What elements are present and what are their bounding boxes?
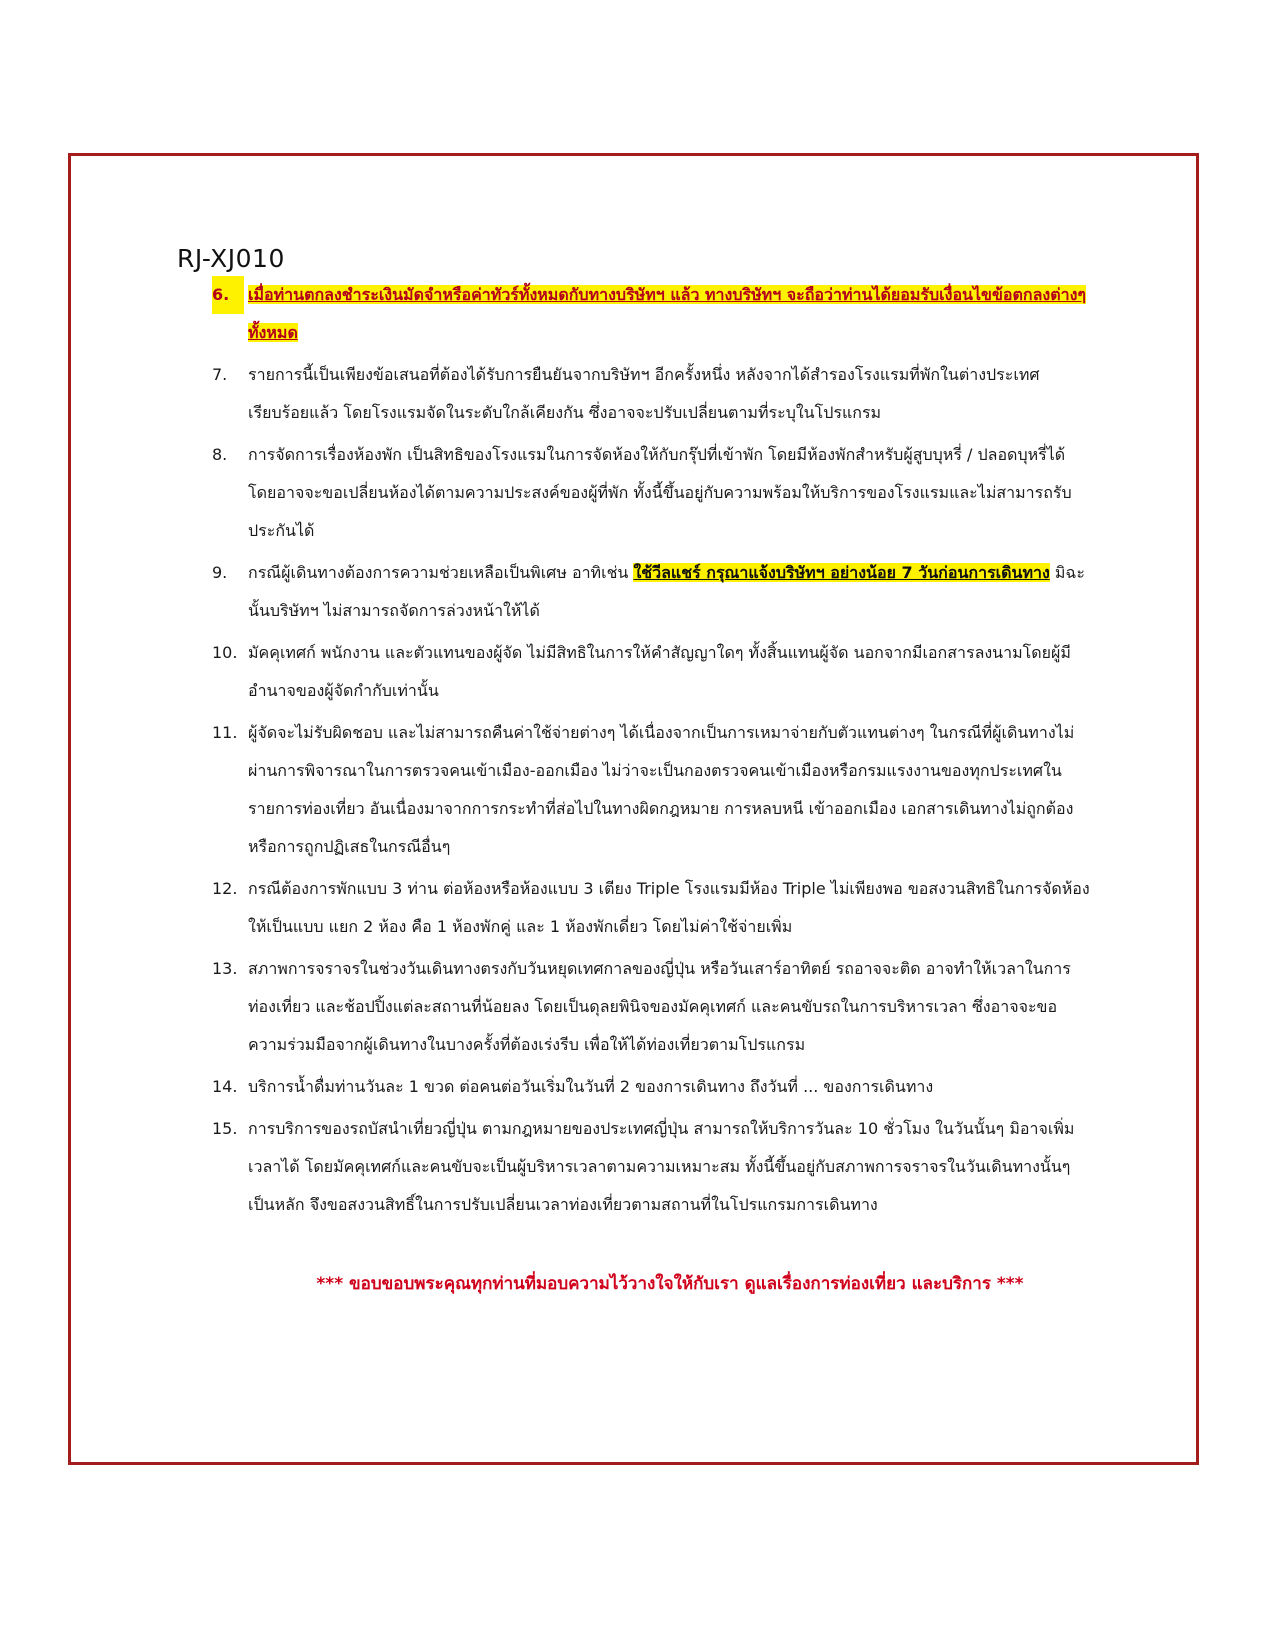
term-text [248, 276, 1092, 352]
term-item-8 [212, 436, 1092, 550]
term-text: บริการน้ำดื่มท่านวันละ 1 ขวด ต่อคนต่อวันเริ่มในวันที่ 2 ของการเดินทาง ถึงวันที่ ... ของการเดินทาง [248, 1077, 934, 1096]
term-text: สภาพการจราจรในช่วงวันเดินทางตรงกับวันหยุดเทศกาลของญี่ปุ่น หรือวันเสาร์อาทิตย์ รถอาจจะติด อาจทำให้เวลาในการท่องเที่ยว และช้อปปิ้งแต่ละสถานที่น้อยลง โดยเป็นดุลยพินิจของมัคคุเทศก์ และคนขับรถในการบริหารเวลา ซึ่งอาจจะขอความร่วมมือจากผู้เดินทางในบางครั้งที่ต้องเร่งรีบ เพื่อให้ได้ท่องเที่ยวตามโปรแกรม [248, 959, 1071, 1054]
term-number: 11. [212, 723, 238, 742]
term-item-9 [212, 554, 1092, 630]
document-code: RJ-XJ010 [177, 244, 285, 273]
term-number: 15. [212, 1119, 238, 1138]
term-item-13 [212, 950, 1092, 1064]
term-item-6 [212, 276, 1092, 352]
term-number: 12. [212, 879, 238, 898]
term-item-7 [212, 356, 1092, 432]
term-text: การจัดการเรื่องห้องพัก เป็นสิทธิของโรงแรมในการจัดห้องให้กับกรุ๊ปที่เข้าพัก โดยมีห้องพักสำหรับผู้สูบบุหรี่ / ปลอดบุหรี่ได้ โดยอาจจะขอเปลี่ยนห้องได้ตามความประสงค์ของผู้ที่พัก ทั้งนี้ขึ้นอยู่กับความพร้อมให้บริการของโรงแรมและไม่สามารถรับประกันได้ [248, 445, 1072, 540]
term-text: มัคคุเทศก์ พนักงาน และตัวแทนของผู้จัด ไม่มีสิทธิในการให้คำสัญญาใดๆ ทั้งสิ้นแทนผู้จัด นอกจากมีเอกสารลงนามโดยผู้มีอำนาจของผู้จัดกำกับเท่านั้น [248, 643, 1071, 700]
term-text [248, 554, 1092, 630]
term-item-12 [212, 870, 1092, 946]
term-number: 6. [212, 276, 244, 314]
term-number: 7. [212, 365, 228, 384]
term-text-after: มิฉะนั้นบริษัทฯ ไม่สามารถจัดการล่วงหน้าให้ได้ [248, 563, 1085, 620]
term-item-11 [212, 714, 1092, 866]
term-number: 9. [212, 563, 228, 582]
highlighted-text: เมื่อท่านตกลงชำระเงินมัดจำหรือค่าทัวร์ทั้งหมดกับทางบริษัทฯ แล้ว ทางบริษัทฯ จะถือว่าท่านได้ยอมรับเงื่อนไขข้อตกลงต่างๆ ทั้งหมด [248, 285, 1086, 342]
term-item-10 [212, 634, 1092, 710]
term-item-15 [212, 1110, 1092, 1224]
term-number: 14. [212, 1077, 238, 1096]
term-number: 13. [212, 959, 238, 978]
term-text: ผู้จัดจะไม่รับผิดชอบ และไม่สามารถคืนค่าใช้จ่ายต่างๆ ได้เนื่องจากเป็นการเหมาจ่ายกับตัวแทนต่างๆ ในกรณีที่ผู้เดินทางไม่ผ่านการพิจารณาในการตรวจคนเข้าเมือง-ออกเมือง ไม่ว่าจะเป็นกองตรวจคนเข้าเมืองหรือกรมแรงงานของทุกประเทศในรายการท่องเที่ยว อันเนื่องมาจากการกระทำที่ส่อไปในทางผิดกฎหมาย การหลบหนี เข้าออกเมือง เอกสารเดินทางไม่ถูกต้อง หรือการถูกปฏิเสธในกรณีอื่นๆ [248, 723, 1075, 856]
highlighted-text: ใช้วีลแชร์ กรุณาแจ้งบริษัทฯ อย่างน้อย 7 วันก่อนการเดินทาง [633, 563, 1050, 582]
term-text: รายการนี้เป็นเพียงข้อเสนอที่ต้องได้รับการยืนยันจากบริษัทฯ อีกครั้งหนึ่ง หลังจากได้สำรองโรงแรมที่พักในต่างประเทศเรียบร้อยแล้ว โดยโรงแรมจัดในระดับใกล้เคียงกัน ซึ่งอาจจะปรับเปลี่ยนตามที่ระบุในโปรแกรม [248, 365, 1040, 422]
term-text: กรณีต้องการพักแบบ 3 ท่าน ต่อห้องหรือห้องแบบ 3 เตียง Triple โรงแรมมีห้อง Triple ไม่เพียงพอ ขอสงวนสิทธิในการจัดห้องให้เป็นแบบ แยก 2 ห้อง คือ 1 ห้องพักคู่ และ 1 ห้องพักเดี่ยว โดยไม่ค่าใช้จ่ายเพิ่ม [248, 879, 1090, 936]
terms-list [212, 276, 1092, 1228]
thank-you-note: *** ขอบขอบพระคุณทุกท่านที่มอบความไว้วางใจให้กับเรา ดูแลเรื่องการท่องเที่ยว และบริการ *** [316, 1274, 1024, 1294]
term-text: การบริการของรถบัสนำเที่ยวญี่ปุ่น ตามกฎหมายของประเทศญี่ปุ่น สามารถให้บริการวันละ 10 ชั่วโมง ในวันนั้นๆ มิอาจเพิ่มเวลาได้ โดยมัคคุเทศก์และคนขับจะเป็นผู้บริหารเวลาตามความเหมาะสม ทั้งนี้ขึ้นอยู่กับสภาพการจราจรในวันเดินทางนั้นๆเป็นหลัก จึงขอสงวนสิทธิ์ในการปรับเปลี่ยนเวลาท่องเที่ยวตามสถานที่ในโปรแกรมการเดินทาง [248, 1119, 1075, 1214]
term-item-14 [212, 1068, 1092, 1106]
term-text-before: กรณีผู้เดินทางต้องการความช่วยเหลือเป็นพิเศษ อาทิเช่น [248, 563, 634, 582]
term-number: 10. [212, 643, 238, 662]
term-number: 8. [212, 445, 228, 464]
